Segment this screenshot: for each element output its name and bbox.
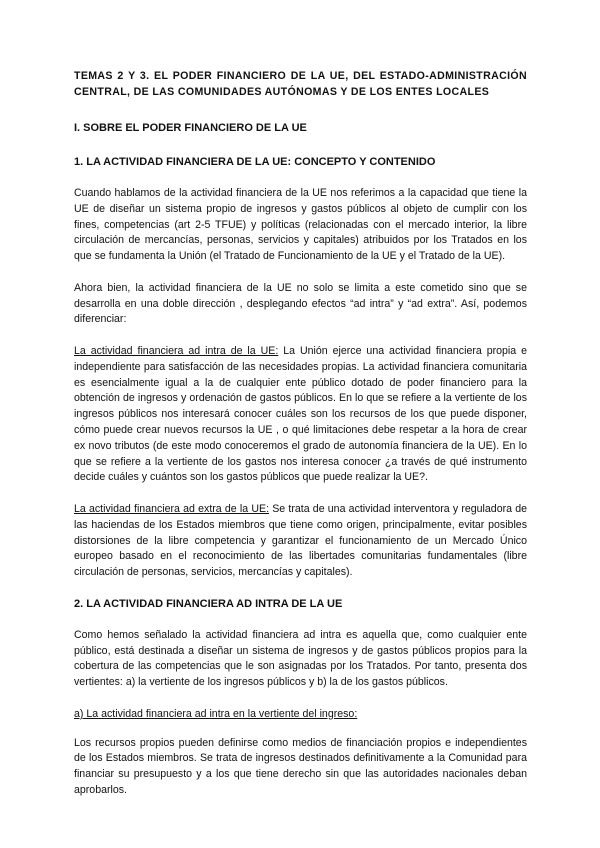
- section-heading-i: I. SOBRE EL PODER FINANCIERO DE LA UE: [74, 122, 307, 134]
- paragraph-3-text: La Unión ejerce una actividad financiera propia e independiente para satisfacción de las necesidades propias. La actividad financiera comunitaria es esencialmente igual a la de cualquier ente público dotado de poder financiero para la obtención de ingresos y ordenación de gastos públicos. En lo que se refiere a la vertiente de los ingresos públicos nos interesará conocer cuáles son los recursos de los que puede disponer, cómo puede crear nuevos recursos la UE , o qué limitaciones debe respetar a la hora de crear ex novo tributos (de este modo conoceremos el grado de autonomía financiera de la UE). En lo que se refiere a la vertiente de los gastos nos interesa conocer ¿a través de qué instrumento decide cuáles y cuántos son los gastos públicos que puede realizar la UE?.: [74, 344, 528, 484]
- paragraph-2: Ahora bien, la actividad financiera de la UE no solo se limita a este cometido sino que se desarrolla en una doble dirección , desplegando efectos “ad intra” y “ad extra”. Así, podemos diferenciar:: [74, 281, 527, 326]
- paragraph-6: Los recursos propios pueden definirse como medios de financiación propios e independientes de los Estados miembros. Se trata de ingresos destinados definitivamente a la Comunidad para financiar su presupuesto y a los que tiene derecho sin que las autoridades nacionales deban aprobarlos.: [74, 736, 527, 796]
- heading-1: 1. LA ACTIVIDAD FINANCIERA DE LA UE: CONCEPTO Y CONTENIDO: [74, 156, 436, 168]
- paragraph-1: Cuando hablamos de la actividad financiera de la UE nos referimos a la capacidad que tiene la UE de diseñar un sistema propio de ingresos y gastos públicos al objeto de cumplir con los fines, competencias (art 2-5 TFUE) y políticas (relacionadas con el mercado interior, la libre circulación de mercancías, personas, servicios y capitales) atribuidos por los Tratados en los que se fundamenta la Unión (el Tratado de Funcionamiento de la UE y el Tratado de la UE).: [74, 187, 527, 263]
- paragraph-3: [74, 344, 527, 486]
- paragraph-4-text: Se trata de una actividad interventora y reguladora de las haciendas de los Estados miembros que tiene como origen, principalmente, evitar posibles distorsiones de la libre competencia y garantizar el funcionamiento de un Mercado Único europeo basado en el reconocimiento de las libertades comunitarias fundamentales (libre circulación de personas, servicios, mercancías y capitales).: [74, 502, 527, 579]
- subheading-a: a) La actividad financiera ad intra en la vertiente del ingreso:: [74, 707, 358, 720]
- paragraph-5: Como hemos señalado la actividad financiera ad intra es aquella que, como cualquier ente público, está destinada a diseñar un sistema de ingresos y de gastos públicos propios para la cobertura de las competencias que le son asignadas por los Tratados. Por tanto, presenta dos vertientes: a) la vertiente de los ingresos públicos y b) la de los gastos públicos.: [74, 628, 527, 689]
- heading-2: 2. LA ACTIVIDAD FINANCIERA AD INTRA DE LA UE: [74, 597, 343, 610]
- document-title: TEMAS 2 Y 3. EL PODER FINANCIERO DE LA UE, DEL ESTADO-ADMINISTRACIÓN CENTRAL, DE LAS COMUNIDADES AUTÓNOMAS Y DE LOS ENTES LOCALES: [74, 70, 527, 98]
- paragraph-4-label: La actividad financiera ad extra de la UE:: [74, 502, 270, 515]
- paragraph-4: [74, 502, 527, 581]
- paragraph-3-label: La actividad financiera ad intra de la UE:: [74, 344, 279, 357]
- document-body: [74, 68, 527, 814]
